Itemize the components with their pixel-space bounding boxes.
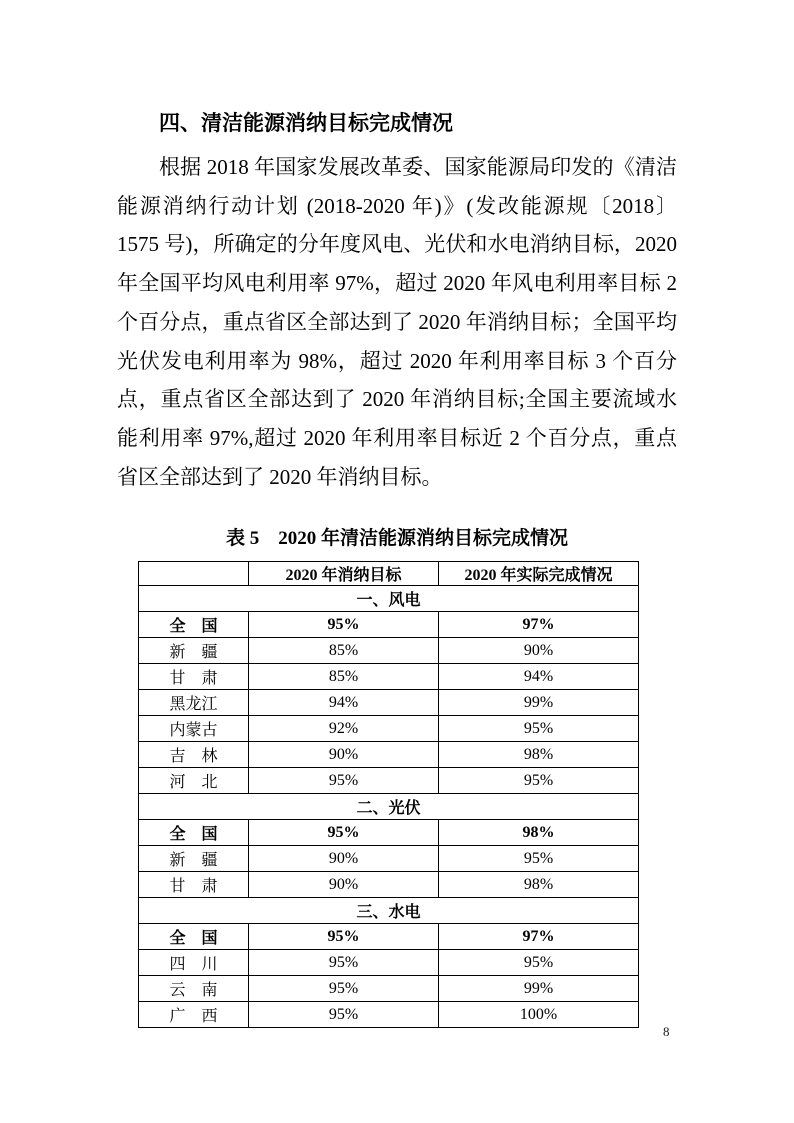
table-row <box>139 716 639 742</box>
section-row <box>139 586 639 612</box>
actual-cell: 95% <box>439 846 639 872</box>
table-header <box>139 562 639 586</box>
table-row <box>139 768 639 794</box>
actual-cell: 99% <box>439 976 639 1002</box>
target-cell: 95% <box>249 976 439 1002</box>
section-title: 二、光伏 <box>139 794 639 820</box>
actual-cell: 99% <box>439 690 639 716</box>
section-title: 一、风电 <box>139 586 639 612</box>
table-row <box>139 950 639 976</box>
target-cell: 85% <box>249 664 439 690</box>
target-cell: 95% <box>249 1002 439 1028</box>
region-cell: 新 疆 <box>139 846 249 872</box>
region-cell: 甘 肃 <box>139 872 249 898</box>
target-cell: 95% <box>249 950 439 976</box>
table-body <box>139 586 639 1028</box>
region-cell: 云 南 <box>139 976 249 1002</box>
target-cell: 92% <box>249 716 439 742</box>
region-cell: 吉 林 <box>139 742 249 768</box>
target-cell: 94% <box>249 690 439 716</box>
target-cell: 95% <box>249 768 439 794</box>
actual-cell: 97% <box>439 924 639 950</box>
region-cell: 甘 肃 <box>139 664 249 690</box>
actual-cell: 100% <box>439 1002 639 1028</box>
page-number: 8 <box>663 1024 670 1039</box>
table-row <box>139 820 639 846</box>
region-cell: 河 北 <box>139 768 249 794</box>
section-heading: 四、清洁能源消纳目标完成情况 <box>159 111 453 135</box>
table-row <box>139 690 639 716</box>
actual-cell: 90% <box>439 638 639 664</box>
target-cell: 95% <box>249 612 439 638</box>
table-row <box>139 924 639 950</box>
table-row <box>139 846 639 872</box>
region-cell: 广 西 <box>139 1002 249 1028</box>
section-row <box>139 898 639 924</box>
table-caption: 表 5 2020 年清洁能源消纳目标完成情况 <box>225 528 568 550</box>
body-paragraph: 根据 2018 年国家发展改革委、国家能源局印发的《清洁能源消纳行动计划 (2018-2020 年)》(发改能源规〔2018〕1575 号)，所确定的分年度风电、光伏和水电消纳目标，2020 年全国平均风电利用率 97%，超过 2020 年风电利用率目标 2 个百分点，重点省区全部达到了 2020 年消纳目标；全国平均光伏发电利用率为 98%，超过 2020 年利用率目标 3 个百分点，重点省区全部达到了 2020 年消纳目标;全国主要流域水能利用率 97%,超过 2020 年利用率目标近 2 个百分点，重点省区全部达到了 2020 年消纳目标。 <box>117 155 677 489</box>
actual-cell: 94% <box>439 664 639 690</box>
actual-cell: 98% <box>439 742 639 768</box>
target-cell: 90% <box>249 742 439 768</box>
section-title: 三、水电 <box>139 898 639 924</box>
actual-cell: 95% <box>439 768 639 794</box>
target-cell: 85% <box>249 638 439 664</box>
table-row <box>139 612 639 638</box>
col-header-target: 2020 年消纳目标 <box>249 562 439 586</box>
clean-energy-table <box>138 561 639 1028</box>
actual-cell: 95% <box>439 950 639 976</box>
region-cell: 全 国 <box>139 820 249 846</box>
col-header-region <box>139 562 249 586</box>
table-header-row <box>139 562 639 586</box>
table-row <box>139 742 639 768</box>
target-cell: 95% <box>249 820 439 846</box>
region-cell: 新 疆 <box>139 638 249 664</box>
region-cell: 全 国 <box>139 612 249 638</box>
actual-cell: 98% <box>439 872 639 898</box>
region-cell: 内蒙古 <box>139 716 249 742</box>
region-cell: 黑龙江 <box>139 690 249 716</box>
table-row <box>139 638 639 664</box>
table-row <box>139 976 639 1002</box>
target-cell: 90% <box>249 872 439 898</box>
col-header-actual: 2020 年实际完成情况 <box>439 562 639 586</box>
table-row <box>139 1002 639 1028</box>
table-row <box>139 664 639 690</box>
region-cell: 全 国 <box>139 924 249 950</box>
target-cell: 95% <box>249 924 439 950</box>
actual-cell: 95% <box>439 716 639 742</box>
region-cell: 四 川 <box>139 950 249 976</box>
section-row <box>139 794 639 820</box>
page-content <box>117 104 677 1028</box>
actual-cell: 97% <box>439 612 639 638</box>
actual-cell: 98% <box>439 820 639 846</box>
target-cell: 90% <box>249 846 439 872</box>
table-row <box>139 872 639 898</box>
